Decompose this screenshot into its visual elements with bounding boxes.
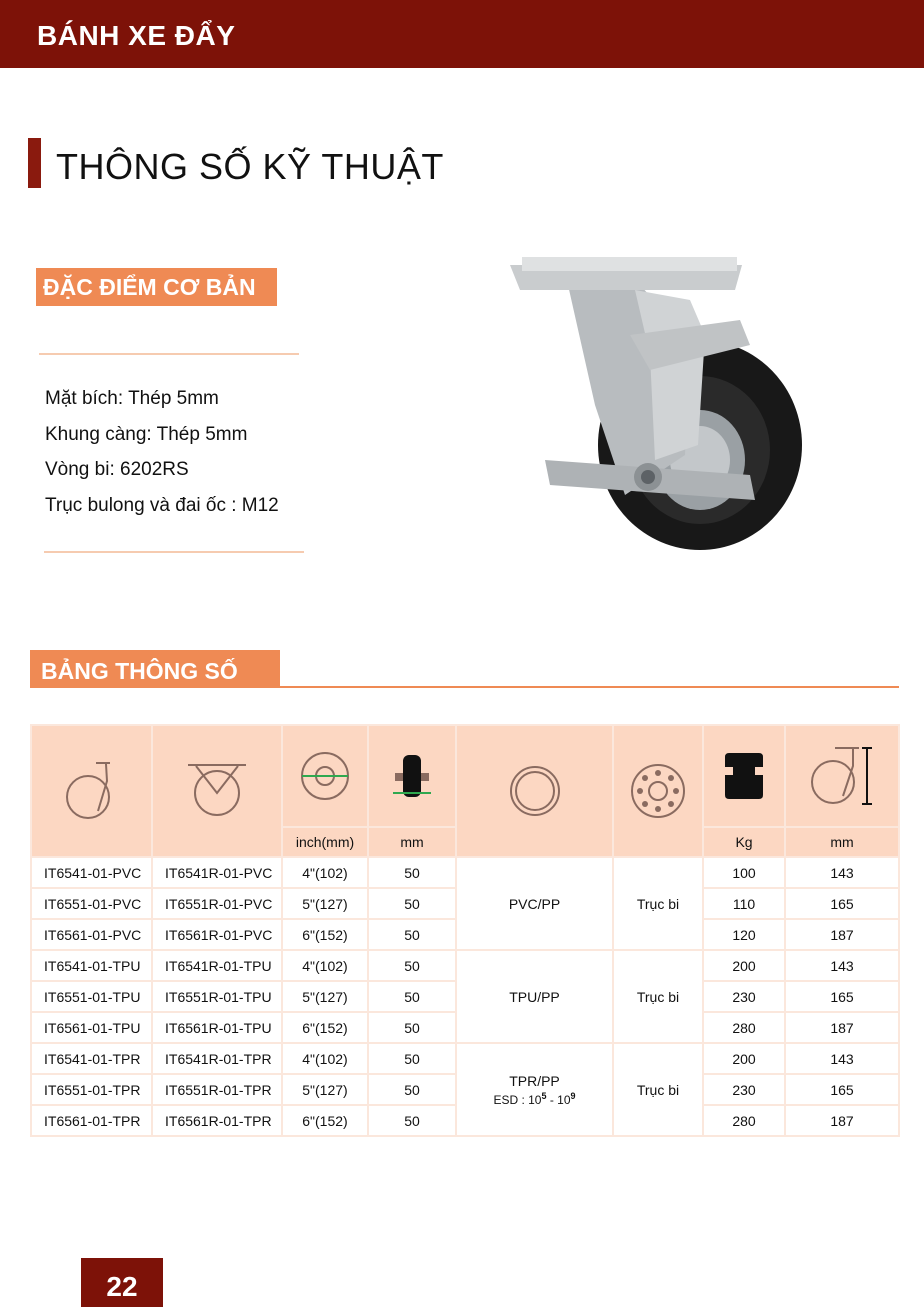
features-heading: ĐẶC ĐIỂM CƠ BẢN [36,268,277,306]
height-header [785,725,899,827]
esd-exp-low: 5 [541,1090,547,1101]
height-cell: 143 [785,950,899,981]
page-title: THÔNG SỐ KỸ THUẬT [56,146,444,187]
divider-bottom [44,551,304,553]
bearing-cell: Trục bi [613,1043,703,1136]
divider-top [39,353,299,355]
spec-table-heading: BẢNG THÔNG SỐ [30,650,280,688]
unit-width: mm [368,827,456,857]
feature-item: Vòng bi: 6202RS [45,459,189,480]
load-cell: 100 [703,857,785,888]
diameter-cell: 4"(102) [282,857,368,888]
esd-exp-high: 9 [570,1090,576,1101]
table-row [31,857,899,888]
swivel-model: IT6561-01-TPU [31,1012,152,1043]
diameter-cell: 5"(127) [282,1074,368,1105]
load-header [703,725,785,827]
fixed-model: IT6561R-01-TPR [152,1105,282,1136]
fixed-model: IT6541R-01-TPU [152,950,282,981]
width-cell: 50 [368,1043,456,1074]
material-header [456,725,613,857]
fixed-caster-header [152,725,282,857]
width-cell: 50 [368,981,456,1012]
height-cell: 143 [785,1043,899,1074]
material-label: TPR/PP [509,1072,560,1089]
table-row [31,950,899,981]
esd-rating [457,1091,612,1107]
width-cell: 50 [368,950,456,981]
fixed-model: IT6551R-01-PVC [152,888,282,919]
swivel-caster-icon [62,759,122,823]
load-cell: 200 [703,950,785,981]
caster-height-icon [809,744,875,808]
wheel-diameter-icon [298,749,352,803]
fixed-model: IT6541R-01-PVC [152,857,282,888]
table-icon-row [31,725,899,827]
height-cell: 165 [785,981,899,1012]
height-cell: 165 [785,888,899,919]
diameter-header [282,725,368,827]
diameter-cell: 4"(102) [282,1043,368,1074]
width-cell: 50 [368,1074,456,1105]
swivel-model: IT6561-01-TPR [31,1105,152,1136]
material-cell [456,1043,613,1136]
swivel-model: IT6551-01-TPR [31,1074,152,1105]
bearing-cell: Trục bi [613,857,703,950]
height-cell: 187 [785,919,899,950]
load-cell: 230 [703,981,785,1012]
swivel-model: IT6551-01-TPU [31,981,152,1012]
width-cell: 50 [368,857,456,888]
unit-load: Kg [703,827,785,857]
esd-mid: - 10 [546,1092,571,1107]
diameter-cell: 6"(152) [282,1105,368,1136]
feature-list [45,381,279,523]
height-cell: 143 [785,857,899,888]
diameter-cell: 5"(127) [282,981,368,1012]
feature-item: Mặt bích: Thép 5mm [45,388,219,409]
ball-bearing-icon [629,762,687,820]
esd-prefix: ESD : 10 [493,1092,542,1107]
brand-title: BÁNH XE ĐẨY [37,20,236,51]
load-cell: 120 [703,919,785,950]
diameter-cell: 5"(127) [282,888,368,919]
swivel-model: IT6561-01-PVC [31,919,152,950]
page-number: 22 [81,1258,163,1307]
table-row [31,1043,899,1074]
height-cell: 187 [785,1012,899,1043]
width-header [368,725,456,827]
swivel-model: IT6541-01-TPR [31,1043,152,1074]
swivel-caster-header [31,725,152,857]
load-cell: 280 [703,1105,785,1136]
header-bar [0,0,924,68]
width-cell: 50 [368,1105,456,1136]
fixed-model: IT6551R-01-TPR [152,1074,282,1105]
feature-item: Khung càng: Thép 5mm [45,423,248,445]
unit-diameter: inch(mm) [282,827,368,857]
load-cell: 280 [703,1012,785,1043]
table-heading-rule [280,686,899,688]
width-cell: 50 [368,919,456,950]
diameter-cell: 6"(152) [282,919,368,950]
wheel-width-icon [387,749,437,803]
caster-wheel-image [450,245,820,565]
spec-table [30,724,900,1137]
fixed-model: IT6561R-01-TPU [152,1012,282,1043]
fixed-model: IT6551R-01-TPU [152,981,282,1012]
fixed-model: IT6541R-01-TPR [152,1043,282,1074]
tread-material-icon [507,763,563,819]
fixed-caster-icon [182,759,252,823]
feature-item: Trục bulong và đai ốc : M12 [45,494,279,516]
title-accent-bar [28,138,41,188]
load-weight-icon [721,749,767,803]
load-cell: 110 [703,888,785,919]
load-cell: 230 [703,1074,785,1105]
diameter-cell: 6"(152) [282,1012,368,1043]
width-cell: 50 [368,1012,456,1043]
bearing-header [613,725,703,857]
swivel-model: IT6551-01-PVC [31,888,152,919]
diameter-cell: 4"(102) [282,950,368,981]
bearing-cell: Trục bi [613,950,703,1043]
material-cell: TPU/PP [456,950,613,1043]
unit-height: mm [785,827,899,857]
height-cell: 187 [785,1105,899,1136]
material-cell: PVC/PP [456,857,613,950]
swivel-model: IT6541-01-TPU [31,950,152,981]
load-cell: 200 [703,1043,785,1074]
height-cell: 165 [785,1074,899,1105]
fixed-model: IT6561R-01-PVC [152,919,282,950]
width-cell: 50 [368,888,456,919]
swivel-model: IT6541-01-PVC [31,857,152,888]
